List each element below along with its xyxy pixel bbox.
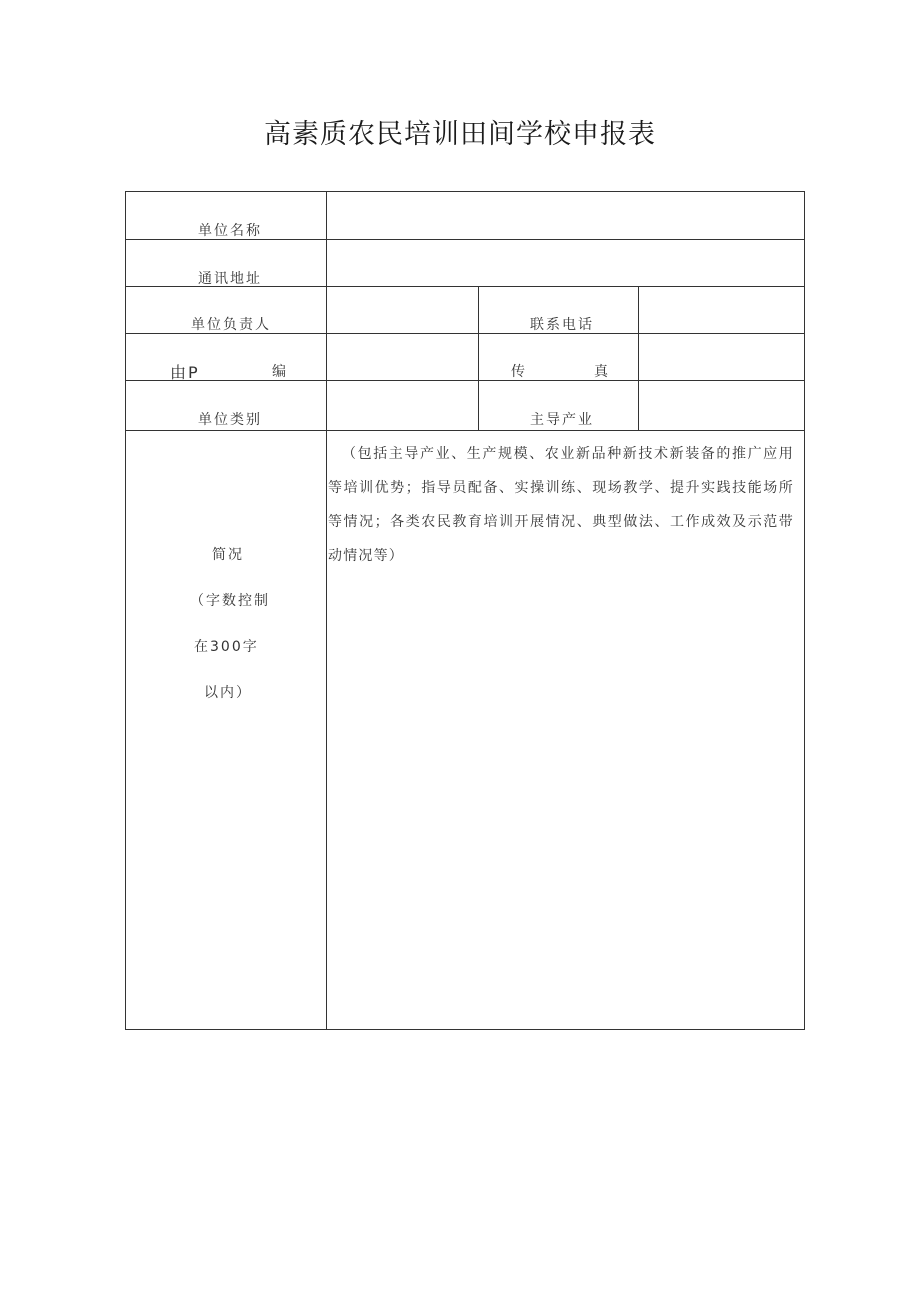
phone-field[interactable] bbox=[640, 288, 802, 331]
fax-field[interactable] bbox=[640, 335, 802, 378]
main-industry-label: 主导产业 bbox=[530, 412, 594, 428]
column-divider bbox=[638, 286, 639, 430]
address-label: 通讯地址 bbox=[198, 271, 262, 287]
main-industry-field[interactable] bbox=[640, 382, 802, 428]
row-divider bbox=[126, 380, 804, 381]
postcode-label-part1: 由P bbox=[170, 363, 200, 382]
column-divider bbox=[478, 286, 479, 430]
address-field[interactable] bbox=[328, 241, 802, 284]
leader-label: 单位负责人 bbox=[191, 317, 271, 333]
unit-name-label: 单位名称 bbox=[198, 223, 262, 239]
summary-hint-text[interactable]: （包括主导产业、生产规模、农业新品种新技术新装备的推广应用等培训优势；指导员配备、实操训练、现场教学、提升实践技能场所等情况；各类农民教育培训开展情况、典型做法、工作成效及示范带动情况等） bbox=[328, 446, 794, 564]
phone-label: 联系电话 bbox=[530, 317, 594, 333]
postcode-label-part2: 编 bbox=[272, 364, 288, 380]
row-divider bbox=[126, 430, 804, 431]
postcode-field[interactable] bbox=[328, 335, 476, 378]
unit-type-field[interactable] bbox=[328, 382, 476, 428]
fax-label-part1: 传 bbox=[511, 364, 527, 380]
column-divider bbox=[326, 192, 327, 1029]
fax-label-part2: 真 bbox=[594, 364, 610, 380]
leader-field[interactable] bbox=[328, 288, 476, 331]
unit-type-label: 单位类别 bbox=[198, 412, 262, 428]
summary-note-line1: （字数控制 bbox=[190, 593, 270, 609]
unit-name-field[interactable] bbox=[328, 194, 802, 237]
application-form-table bbox=[125, 191, 805, 1030]
page-title: 高素质农民培训田间学校申报表 bbox=[264, 119, 656, 150]
summary-label: 简况 bbox=[212, 547, 244, 563]
summary-note-line3: 以内） bbox=[204, 685, 252, 701]
summary-note-line2: 在300字 bbox=[194, 639, 259, 655]
